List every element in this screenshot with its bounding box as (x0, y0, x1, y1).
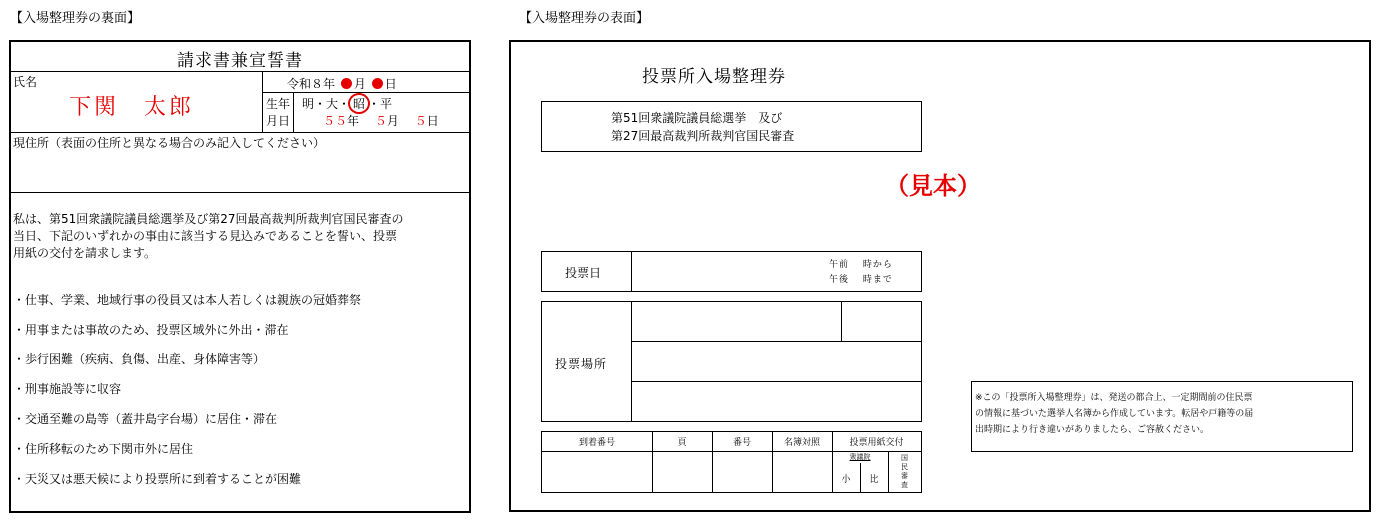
table-header: 番号 (732, 438, 751, 448)
birth-day-unit: 日 (426, 114, 439, 128)
birth-month: ５ (374, 114, 387, 128)
name-label: 氏名 (13, 75, 38, 89)
reason-item: ・刑事施設等に収容 (13, 382, 122, 396)
birth-day: ５ (414, 114, 427, 128)
month-unit: 月 (353, 77, 366, 91)
pm-label: 午後 時まで (829, 275, 893, 285)
election-box (541, 101, 922, 152)
reason-item: ・仕事、学業、地域行事の役員又は本人若しくは親族の冠婚葬祭 (13, 293, 362, 307)
day-dot-icon (372, 78, 383, 89)
oath-line: 当日、下記のいずれかの事由に該当する見込みであることを誓い、投票 (13, 229, 398, 243)
table-header: 頁 (677, 438, 687, 448)
request-oath-form (9, 40, 471, 513)
sub-header: 衆議院 (849, 453, 871, 461)
date-era: 令和８年 (287, 77, 336, 91)
address-label: 現住所（表面の住所と異なる場合のみ記入してください） (13, 136, 326, 150)
admission-ticket (509, 40, 1371, 512)
era-options-prefix: 明・大・ (302, 97, 351, 111)
birth-label-1: 生年 (266, 97, 291, 111)
sub-cell-proportional: 比 (869, 475, 879, 485)
divider (631, 381, 921, 382)
election-line-1: 第51回衆議院議員総選挙 及び (611, 111, 783, 125)
table-header: 投票用紙交付 (849, 438, 904, 448)
reason-item: ・交通至難の島等（蓋井島字台場）に居住・滞在 (13, 412, 278, 426)
birth-year-unit: 年 (347, 114, 360, 128)
day-unit: 日 (384, 77, 397, 91)
reason-item: ・住所移転のため下関市外に居住 (13, 442, 194, 456)
form-title: 請求書兼宣誓書 (177, 51, 303, 71)
divider (631, 302, 632, 421)
birth-label-2: 月日 (266, 114, 291, 128)
era-options-suffix: ・平 (368, 97, 393, 111)
vote-day-box (541, 251, 922, 292)
birth-values (323, 112, 439, 129)
note-line: の情報に基づいた選挙人名簿から作成しています。転居や戸籍等の届 (975, 409, 1254, 419)
sub-cell-small: 小 (841, 475, 851, 485)
am-label: 午前 時から (829, 260, 893, 270)
birth-month-unit: 月 (386, 114, 399, 128)
oath-line: 用紙の交付を請求します。 (13, 246, 157, 260)
national-review-char: 審 (901, 472, 908, 480)
birth-year: ５５ (323, 114, 348, 128)
polling-place-label: 投票場所 (555, 357, 608, 371)
divider (262, 71, 263, 133)
divider (631, 341, 921, 342)
divider (293, 92, 294, 133)
national-review-char: 査 (901, 481, 908, 489)
note-line: ※この「投票所入場整理券」は、発送の都合上、一定期間前の住民票 (975, 393, 1253, 403)
oath-line: 私は、第51回衆議院議員総選挙及び第27回最高裁判所裁判官国民審査の (13, 212, 404, 226)
card-title: 投票所入場整理券 (642, 67, 786, 87)
note-line: 出時期により行き違いがありましたら、ご容赦ください。 (975, 425, 1210, 435)
divider (11, 132, 469, 133)
polling-place-box (541, 301, 922, 422)
name-value: 下関 太郎 (69, 95, 195, 120)
reason-item: ・歩行困難（疾病、負傷、出産、身体障害等） (13, 352, 266, 366)
divider (772, 432, 773, 492)
divider (652, 432, 653, 492)
divider (631, 252, 632, 291)
vote-day-label: 投票日 (565, 266, 602, 280)
right-caption: 【入場整理券の表面】 (519, 11, 650, 26)
national-review-char: 民 (901, 463, 908, 471)
divider (11, 71, 469, 72)
reason-item: ・天災又は悪天候により投票所に到着することが困難 (13, 472, 302, 486)
table-header: 到着番号 (578, 438, 615, 448)
notice-box (971, 381, 1353, 452)
national-review-char: 国 (901, 454, 908, 462)
election-line-2: 第27回最高裁判所裁判官国民審査 (611, 129, 795, 143)
date-line (287, 75, 397, 92)
divider (11, 192, 469, 193)
month-dot-icon (341, 78, 352, 89)
admin-table (541, 431, 922, 493)
era-selected: 昭 (348, 93, 370, 114)
table-header: 名簿対照 (783, 438, 820, 448)
sample-mark: （見本） (885, 172, 981, 200)
era-options (302, 95, 392, 112)
divider (841, 302, 842, 342)
divider (712, 432, 713, 492)
reason-item: ・用事または事故のため、投票区域外に外出・滞在 (13, 323, 289, 337)
left-caption: 【入場整理券の裏面】 (10, 11, 141, 26)
